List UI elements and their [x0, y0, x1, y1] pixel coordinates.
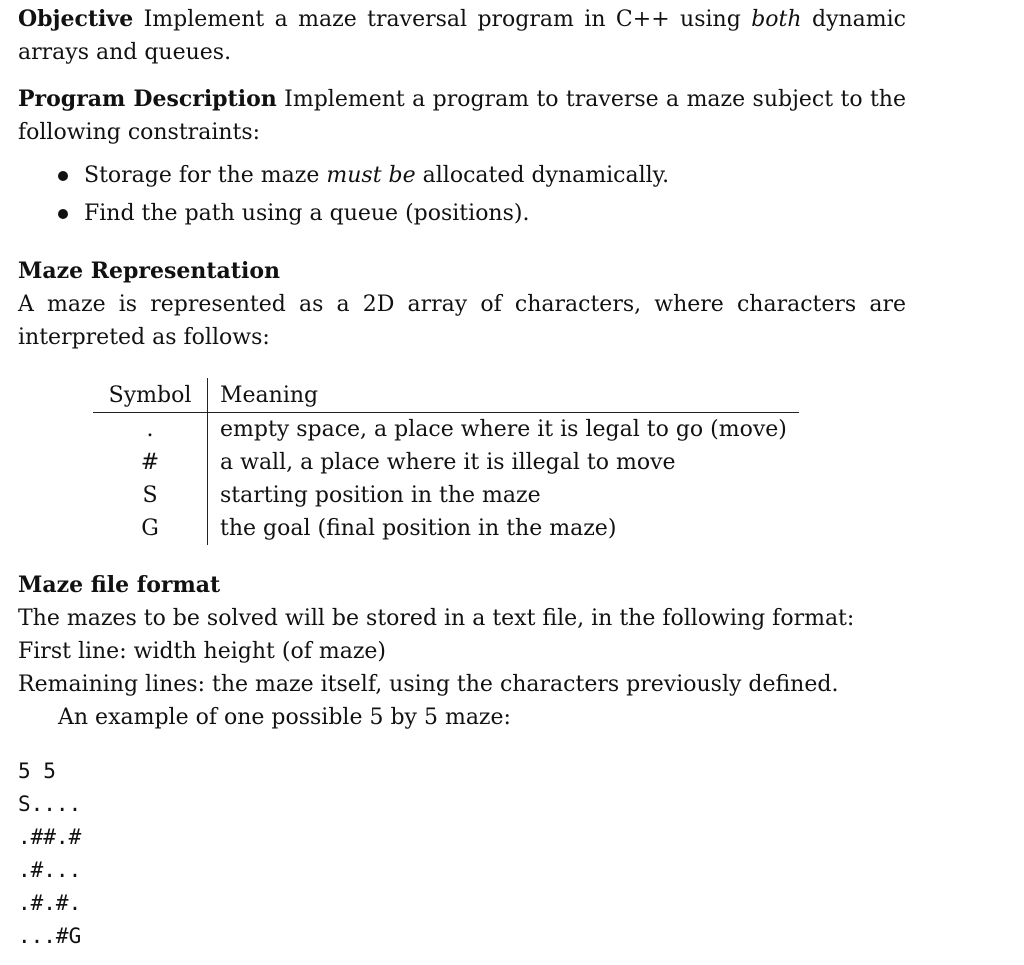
maze-representation-text: A maze is represented as a 2D array of characters, where characters are interpreted as follows:	[18, 292, 906, 350]
file-format-line: First line: width height (of maze)	[18, 639, 387, 664]
example-intro: An example of one possible 5 by 5 maze:	[58, 705, 511, 730]
code-line: 5 5	[18, 759, 56, 783]
bullet-text-after: allocated dynamically.	[415, 163, 670, 188]
objective-paragraph	[18, 3, 906, 69]
table-header-symbol: Symbol	[93, 378, 208, 413]
table-row	[93, 479, 799, 512]
code-line: S....	[18, 792, 82, 816]
maze-example-code	[18, 755, 81, 953]
objective-text-after: dynamic arrays and queues.	[18, 7, 906, 65]
symbol-table	[93, 378, 799, 545]
maze-file-format-heading: Maze file format	[18, 572, 221, 598]
program-description-paragraph	[18, 83, 906, 149]
meaning-cell: starting position in the maze	[220, 483, 541, 508]
objective-text-before: Implement a maze traversal program in C++ using	[133, 7, 752, 32]
code-line: ...#G	[18, 924, 82, 948]
bullet-icon	[58, 171, 68, 181]
symbol-cell: G	[93, 512, 208, 545]
code-line: .#.#.	[18, 891, 82, 915]
file-format-line: The mazes to be solved will be stored in a text file, in the following format:	[18, 606, 855, 631]
table-row	[93, 446, 799, 479]
meaning-cell: empty space, a place where it is legal to go (move)	[220, 417, 787, 442]
list-item	[56, 157, 669, 195]
table-header-meaning: Meaning	[208, 378, 799, 413]
objective-emphasis: both	[751, 7, 802, 32]
code-line: .#...	[18, 858, 82, 882]
code-line: .##.#	[18, 825, 82, 849]
symbol-cell: S	[93, 479, 208, 512]
meaning-cell: the goal (final position in the maze)	[220, 516, 617, 541]
bullet-icon	[58, 209, 68, 219]
program-description-text: Implement a program to traverse a maze subject to the following constraints:	[18, 87, 906, 145]
file-format-line: Remaining lines: the maze itself, using the characters previously defined.	[18, 672, 839, 697]
bullet-emphasis: must be	[326, 163, 416, 188]
table-row	[93, 512, 799, 545]
program-description-heading: Program Description	[18, 86, 277, 112]
maze-representation-heading: Maze Representation	[18, 258, 280, 284]
objective-heading: Objective	[18, 6, 134, 32]
symbol-cell: #	[93, 446, 208, 479]
list-item	[56, 195, 669, 233]
constraint-list	[56, 157, 669, 233]
meaning-cell: a wall, a place where it is illegal to move	[220, 450, 676, 475]
symbol-cell: .	[93, 413, 208, 447]
table-header-row	[93, 378, 799, 413]
bullet-text-before: Storage for the maze	[84, 163, 327, 188]
bullet-text: Find the path using a queue (positions).	[84, 201, 530, 226]
table-row	[93, 413, 799, 447]
